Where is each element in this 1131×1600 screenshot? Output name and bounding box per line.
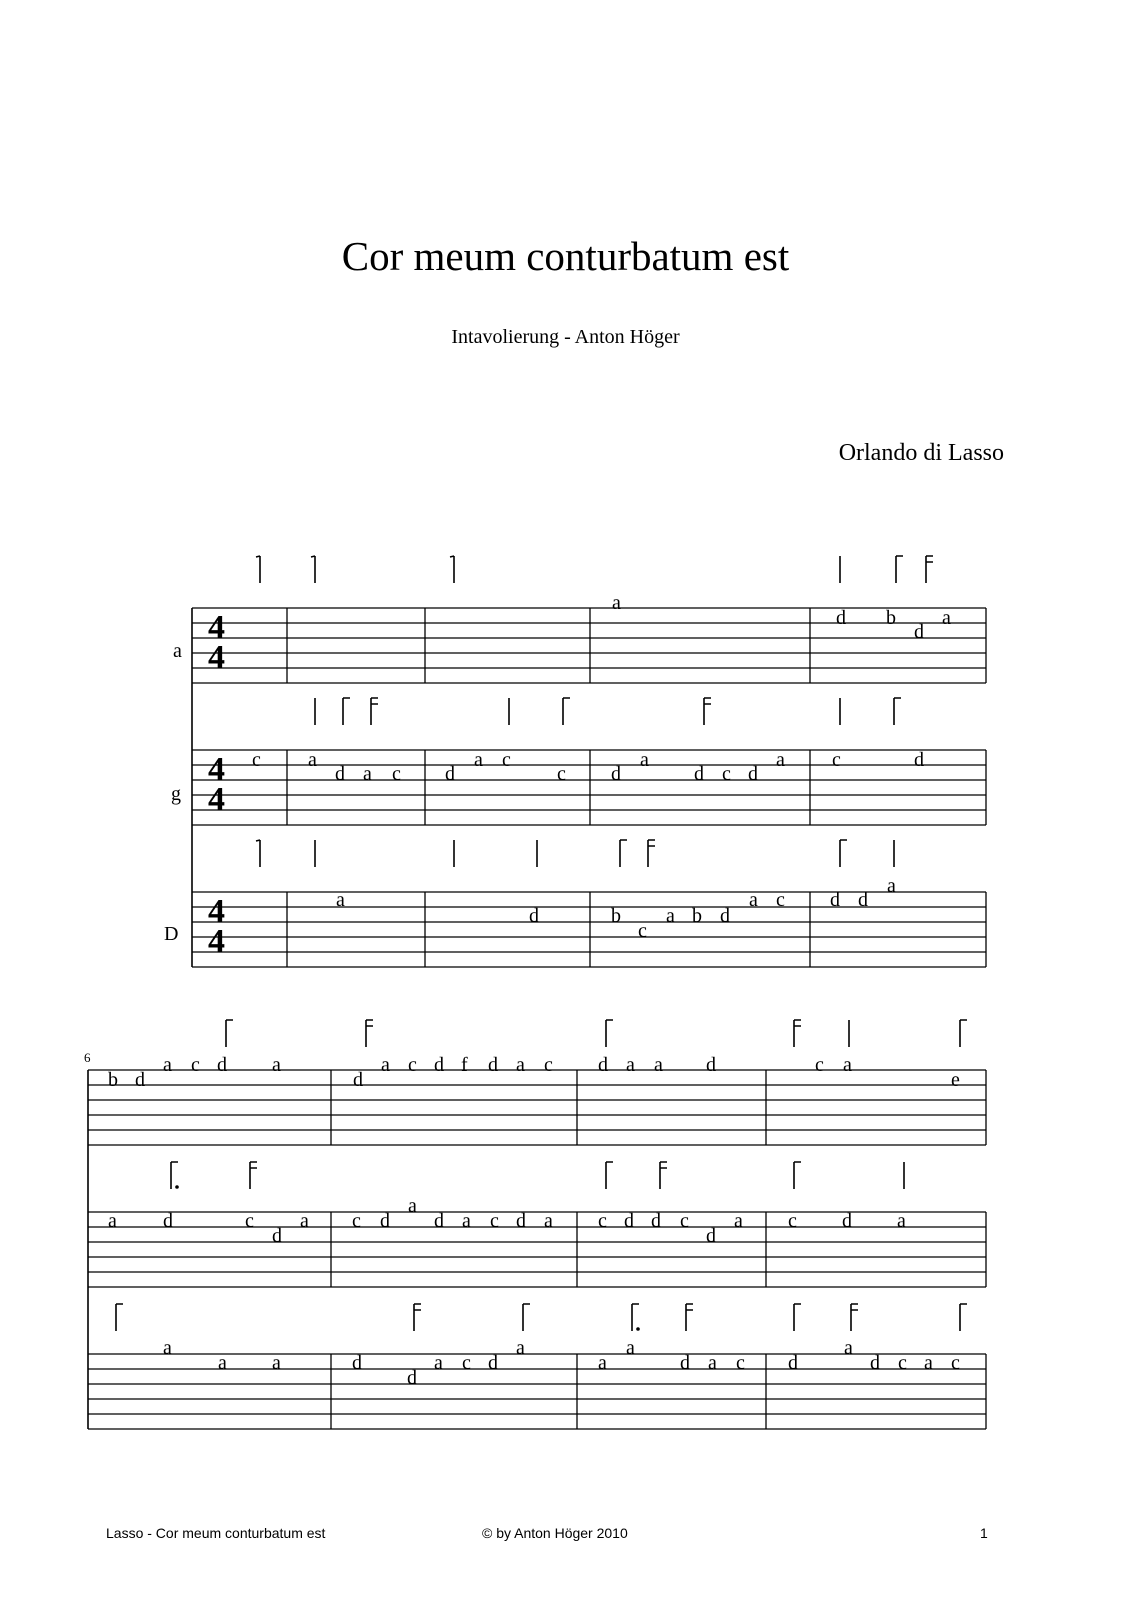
svg-text:d: d bbox=[445, 763, 455, 785]
svg-text:a: a bbox=[363, 763, 372, 785]
svg-text:a: a bbox=[108, 1210, 117, 1232]
svg-text:c: c bbox=[951, 1352, 960, 1374]
svg-text:d: d bbox=[163, 1210, 173, 1232]
svg-text:c: c bbox=[815, 1054, 824, 1076]
svg-text:f: f bbox=[461, 1054, 468, 1076]
svg-text:4: 4 bbox=[208, 751, 225, 788]
svg-text:d: d bbox=[914, 749, 924, 771]
time-signature bbox=[208, 609, 225, 960]
svg-text:a: a bbox=[272, 1054, 281, 1076]
svg-text:a: a bbox=[844, 1337, 853, 1359]
svg-text:d: d bbox=[830, 889, 840, 911]
svg-text:d: d bbox=[335, 763, 345, 785]
svg-text:a: a bbox=[462, 1210, 471, 1232]
measure-number: 6 bbox=[84, 1050, 91, 1065]
tuning-label: g bbox=[171, 783, 181, 805]
svg-text:d: d bbox=[836, 607, 846, 629]
svg-text:d: d bbox=[135, 1069, 145, 1091]
svg-text:d: d bbox=[352, 1352, 362, 1374]
svg-text:c: c bbox=[736, 1352, 745, 1374]
svg-text:d: d bbox=[488, 1352, 498, 1374]
svg-text:c: c bbox=[638, 920, 647, 942]
svg-text:d: d bbox=[217, 1054, 227, 1076]
svg-text:c: c bbox=[776, 889, 785, 911]
svg-text:d: d bbox=[914, 621, 924, 643]
svg-text:4: 4 bbox=[208, 893, 225, 930]
svg-text:d: d bbox=[706, 1225, 716, 1247]
svg-text:a: a bbox=[516, 1337, 525, 1359]
svg-text:c: c bbox=[408, 1054, 417, 1076]
svg-text:a: a bbox=[163, 1054, 172, 1076]
composer-name: Orlando di Lasso bbox=[838, 440, 1004, 466]
svg-text:d: d bbox=[842, 1210, 852, 1232]
svg-text:a: a bbox=[272, 1352, 281, 1374]
svg-text:d: d bbox=[748, 763, 758, 785]
svg-text:a: a bbox=[654, 1054, 663, 1076]
svg-text:a: a bbox=[612, 592, 621, 614]
rhythm-flags bbox=[315, 698, 901, 725]
svg-text:c: c bbox=[722, 763, 731, 785]
svg-text:d: d bbox=[380, 1210, 390, 1232]
rhythm-flags bbox=[256, 840, 894, 867]
svg-text:a: a bbox=[887, 875, 896, 897]
svg-text:a: a bbox=[626, 1337, 635, 1359]
svg-text:a: a bbox=[626, 1054, 635, 1076]
svg-text:a: a bbox=[408, 1195, 417, 1217]
system-1 bbox=[164, 556, 986, 967]
svg-text:c: c bbox=[502, 749, 511, 771]
svg-text:b: b bbox=[108, 1069, 118, 1091]
footer-title: Lasso - Cor meum conturbatum est bbox=[106, 1525, 326, 1541]
svg-text:a: a bbox=[666, 905, 675, 927]
svg-text:d: d bbox=[680, 1352, 690, 1374]
svg-text:a: a bbox=[218, 1352, 227, 1374]
svg-text:c: c bbox=[352, 1210, 361, 1232]
footer-copyright: © by Anton Höger 2010 bbox=[482, 1525, 628, 1541]
svg-text:a: a bbox=[598, 1352, 607, 1374]
svg-text:d: d bbox=[488, 1054, 498, 1076]
svg-text:d: d bbox=[353, 1069, 363, 1091]
svg-text:d: d bbox=[694, 763, 704, 785]
rhythm-flags bbox=[171, 1162, 904, 1189]
svg-text:c: c bbox=[788, 1210, 797, 1232]
svg-text:d: d bbox=[858, 889, 868, 911]
svg-text:d: d bbox=[516, 1210, 526, 1232]
svg-text:a: a bbox=[434, 1352, 443, 1374]
svg-text:d: d bbox=[611, 763, 621, 785]
svg-text:d: d bbox=[788, 1352, 798, 1374]
svg-text:a: a bbox=[749, 889, 758, 911]
svg-text:c: c bbox=[680, 1210, 689, 1232]
svg-text:a: a bbox=[308, 749, 317, 771]
tab-letters bbox=[108, 1195, 906, 1247]
svg-text:d: d bbox=[624, 1210, 634, 1232]
svg-text:d: d bbox=[706, 1054, 716, 1076]
tuning-label: D bbox=[164, 923, 179, 945]
svg-text:d: d bbox=[651, 1210, 661, 1232]
svg-text:b: b bbox=[692, 905, 702, 927]
svg-text:c: c bbox=[898, 1352, 907, 1374]
svg-text:a: a bbox=[544, 1210, 553, 1232]
svg-text:a: a bbox=[163, 1337, 172, 1359]
system-2 bbox=[84, 1020, 986, 1429]
svg-text:c: c bbox=[462, 1352, 471, 1374]
svg-text:d: d bbox=[434, 1210, 444, 1232]
svg-text:4: 4 bbox=[208, 609, 225, 646]
svg-text:a: a bbox=[708, 1352, 717, 1374]
svg-text:c: c bbox=[557, 763, 566, 785]
tuning-label: a bbox=[173, 640, 182, 662]
tab-letters bbox=[612, 592, 951, 643]
svg-text:a: a bbox=[734, 1210, 743, 1232]
svg-text:a: a bbox=[300, 1210, 309, 1232]
svg-text:d: d bbox=[598, 1054, 608, 1076]
svg-text:c: c bbox=[544, 1054, 553, 1076]
svg-text:d: d bbox=[529, 905, 539, 927]
svg-text:c: c bbox=[392, 763, 401, 785]
svg-text:a: a bbox=[924, 1352, 933, 1374]
svg-text:a: a bbox=[516, 1054, 525, 1076]
svg-text:a: a bbox=[942, 607, 951, 629]
page-subtitle: Intavolierung - Anton Höger bbox=[451, 326, 680, 348]
svg-text:a: a bbox=[336, 889, 345, 911]
rhythm-flags bbox=[256, 556, 933, 583]
rhythm-flags bbox=[116, 1304, 967, 1331]
svg-text:a: a bbox=[640, 749, 649, 771]
tab-letters bbox=[336, 875, 896, 942]
svg-text:a: a bbox=[381, 1054, 390, 1076]
svg-text:4: 4 bbox=[208, 781, 225, 818]
svg-text:d: d bbox=[434, 1054, 444, 1076]
svg-text:4: 4 bbox=[208, 923, 225, 960]
svg-text:b: b bbox=[886, 607, 896, 629]
svg-text:d: d bbox=[720, 905, 730, 927]
staff-1-a bbox=[192, 608, 986, 683]
svg-text:e: e bbox=[951, 1069, 960, 1091]
svg-text:c: c bbox=[191, 1054, 200, 1076]
svg-text:a: a bbox=[897, 1210, 906, 1232]
svg-text:d: d bbox=[272, 1225, 282, 1247]
svg-text:d: d bbox=[870, 1352, 880, 1374]
rhythm-flags bbox=[226, 1020, 967, 1047]
svg-text:c: c bbox=[490, 1210, 499, 1232]
svg-text:c: c bbox=[252, 749, 261, 771]
page-number: 1 bbox=[980, 1525, 988, 1541]
svg-text:c: c bbox=[832, 749, 841, 771]
page-title: Cor meum conturbatum est bbox=[341, 233, 790, 279]
staff-2-a bbox=[88, 1070, 986, 1145]
tab-letters bbox=[163, 1337, 960, 1389]
svg-text:c: c bbox=[245, 1210, 254, 1232]
svg-text:a: a bbox=[843, 1054, 852, 1076]
svg-text:b: b bbox=[611, 905, 621, 927]
svg-text:c: c bbox=[598, 1210, 607, 1232]
svg-text:a: a bbox=[474, 749, 483, 771]
svg-text:a: a bbox=[776, 749, 785, 771]
svg-text:d: d bbox=[407, 1367, 417, 1389]
svg-text:4: 4 bbox=[208, 639, 225, 676]
